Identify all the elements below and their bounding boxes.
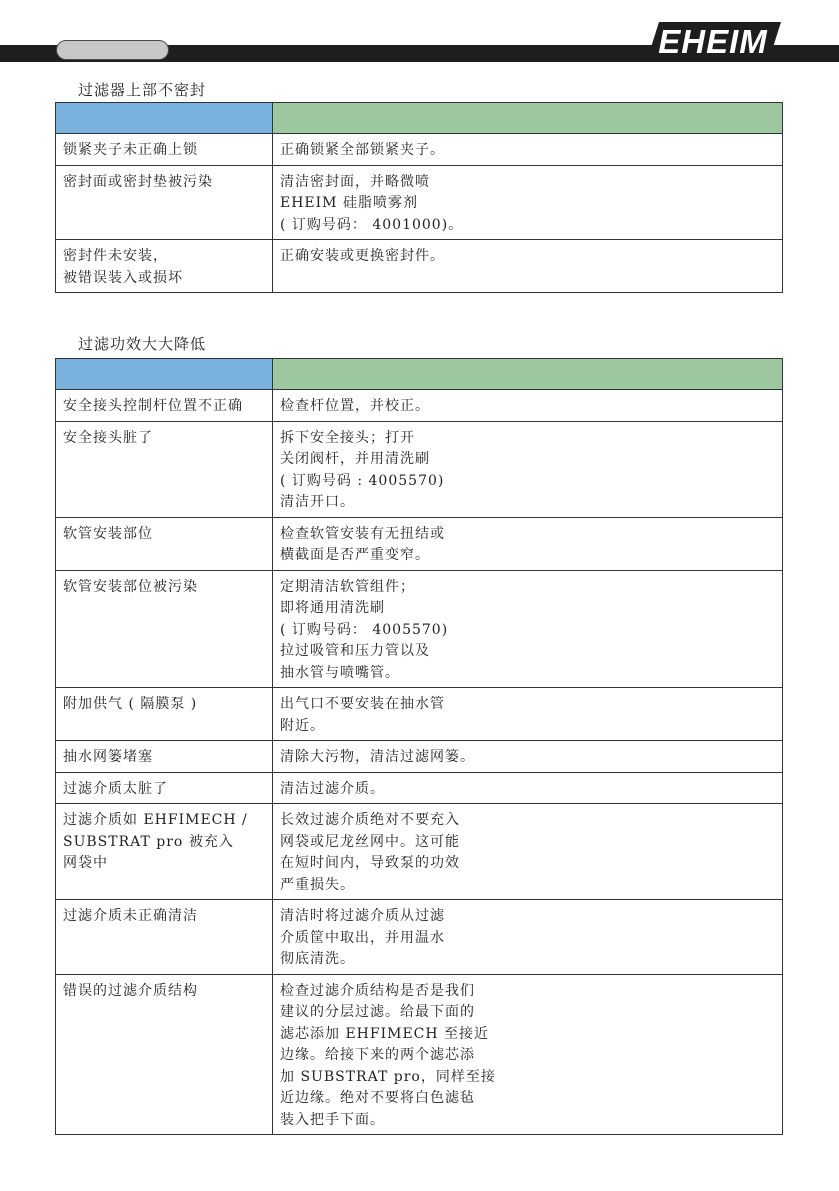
- column-header-cause: [56, 103, 273, 134]
- eheim-logo: [647, 22, 781, 60]
- cause-line: 过滤介质太脏了: [63, 780, 168, 797]
- table-row: [56, 165, 783, 240]
- cause-line: 附加供气 ( 隔膜泵 ): [63, 696, 198, 712]
- cause-cell: [56, 421, 273, 517]
- table-row: [56, 240, 783, 293]
- remedy-line: 检查软管安装有无扭结或: [280, 525, 445, 542]
- remedy-line: 介质筐中取出，并用温水: [280, 929, 445, 946]
- remedy-line: 检查过滤介质结构是否是我们: [280, 982, 475, 999]
- remedy-line: 拆下安全接头；打开: [280, 429, 415, 446]
- cause-line: SUBSTRAT pro 被充入: [63, 833, 234, 850]
- remedy-line: 正确锁紧全部锁紧夹子。: [280, 142, 445, 158]
- remedy-line: EHEIM 硅脂喷雾剂: [280, 195, 418, 211]
- table-row: [56, 804, 783, 900]
- remedy-line: 清除大污物，清洁过滤网篓。: [280, 749, 475, 765]
- remedy-cell: [273, 900, 783, 975]
- remedy-line: ( 订购号码： 4005570): [280, 621, 449, 638]
- cause-cell: [56, 570, 273, 688]
- remedy-line: 清洁开口。: [280, 494, 355, 510]
- remedy-line: 长效过滤介质绝对不要充入: [280, 812, 460, 828]
- cause-line: 错误的过滤介质结构: [63, 982, 198, 999]
- cause-cell: [56, 688, 273, 741]
- remedy-line: 边缘。给接下来的两个滤芯添: [280, 1047, 475, 1063]
- table-row: [56, 772, 783, 804]
- remedy-line: 清洁密封面，并略微喷: [280, 173, 430, 190]
- section-title-leak: 过滤器上部不密封: [78, 81, 207, 99]
- remedy-line: 滤芯添加 EHFIMECH 至接近: [280, 1025, 490, 1042]
- cause-cell: [56, 134, 273, 166]
- cause-cell: [56, 741, 273, 773]
- cause-line: 网袋中: [63, 855, 108, 871]
- remedy-line: 装入把手下面。: [280, 1111, 385, 1128]
- remedy-line: 严重损失。: [280, 876, 355, 893]
- remedy-cell: [273, 517, 783, 570]
- cause-line: 过滤介质未正确清洁: [63, 908, 198, 924]
- troubleshooting-table-leak: [55, 102, 783, 293]
- table-row: [56, 390, 783, 422]
- cause-line: 安全接头控制杆位置不正确: [63, 398, 243, 414]
- remedy-line: 关闭阀杆，并用清洗刷: [280, 451, 430, 467]
- remedy-cell: [273, 165, 783, 240]
- table-row: [56, 974, 783, 1135]
- cause-line: 锁紧夹子未正确上锁: [63, 142, 198, 158]
- remedy-line: 建议的分层过滤。给最下面的: [280, 1004, 475, 1020]
- remedy-line: 加 SUBSTRAT pro，同样至接: [280, 1068, 496, 1085]
- cause-cell: [56, 390, 273, 422]
- cause-line: 软管安装部位被污染: [63, 578, 198, 595]
- remedy-line: 网袋或尼龙丝网中。这可能: [280, 833, 460, 850]
- cause-cell: [56, 165, 273, 240]
- table-row: [56, 741, 783, 773]
- remedy-line: 抽水管与喷嘴管。: [280, 664, 400, 681]
- cause-cell: [56, 772, 273, 804]
- cause-cell: [56, 900, 273, 975]
- cause-line: 抽水网篓堵塞: [63, 749, 153, 765]
- remedy-cell: [273, 688, 783, 741]
- table-row: [56, 421, 783, 517]
- table-row: [56, 570, 783, 688]
- section-title-reduced-flow: 过滤功效大大降低: [78, 335, 207, 353]
- cause-cell: [56, 804, 273, 900]
- remedy-cell: [273, 421, 783, 517]
- cause-line: 安全接头脏了: [63, 429, 153, 446]
- remedy-line: ( 订购号码 : 4005570): [280, 472, 445, 489]
- remedy-line: 拉过吸管和压力管以及: [280, 643, 430, 659]
- remedy-line: 出气口不要安装在抽水管: [280, 696, 445, 712]
- remedy-cell: [273, 804, 783, 900]
- remedy-line: 检查杆位置，并校正。: [280, 398, 430, 414]
- table-row: [56, 517, 783, 570]
- cause-line: 密封面或密封垫被污染: [63, 173, 213, 190]
- column-header-remedy: [273, 359, 783, 390]
- remedy-cell: [273, 741, 783, 773]
- remedy-cell: [273, 134, 783, 166]
- remedy-line: 在短时间内，导致泵的功效: [280, 855, 460, 871]
- cause-line: 被错误装入或损坏: [63, 269, 183, 286]
- remedy-cell: [273, 570, 783, 688]
- cause-line: 过滤介质如 EHFIMECH /: [63, 812, 248, 828]
- remedy-line: ( 订购号码： 4001000)。: [280, 216, 464, 233]
- remedy-cell: [273, 390, 783, 422]
- remedy-line: 近边缘。绝对不要将白色滤毡: [280, 1090, 475, 1106]
- cause-cell: [56, 517, 273, 570]
- remedy-cell: [273, 772, 783, 804]
- table-row: [56, 688, 783, 741]
- table-row: [56, 900, 783, 975]
- remedy-line: 清洁过滤介质。: [280, 780, 385, 797]
- cause-line: 软管安装部位: [63, 525, 153, 542]
- remedy-line: 清洁时将过滤介质从过滤: [280, 908, 445, 924]
- page-tab-pill: [56, 40, 169, 60]
- remedy-cell: [273, 240, 783, 293]
- remedy-line: 彻底清洗。: [280, 951, 355, 967]
- remedy-line: 附近。: [280, 717, 325, 734]
- table-row: [56, 134, 783, 166]
- column-header-remedy: [273, 103, 783, 134]
- cause-line: 密封件未安装，: [63, 248, 168, 264]
- column-header-cause: [56, 359, 273, 390]
- troubleshooting-table-flow: [55, 358, 783, 1135]
- remedy-line: 即将通用清洗刷: [280, 600, 385, 616]
- remedy-line: 横截面是否严重变窄。: [280, 547, 430, 563]
- cause-cell: [56, 974, 273, 1135]
- remedy-line: 正确安装或更换密封件。: [280, 248, 445, 264]
- remedy-line: 定期清洁软管组件；: [280, 578, 415, 595]
- remedy-cell: [273, 974, 783, 1135]
- cause-cell: [56, 240, 273, 293]
- svg-text:EHEIM: EHEIM: [658, 23, 768, 60]
